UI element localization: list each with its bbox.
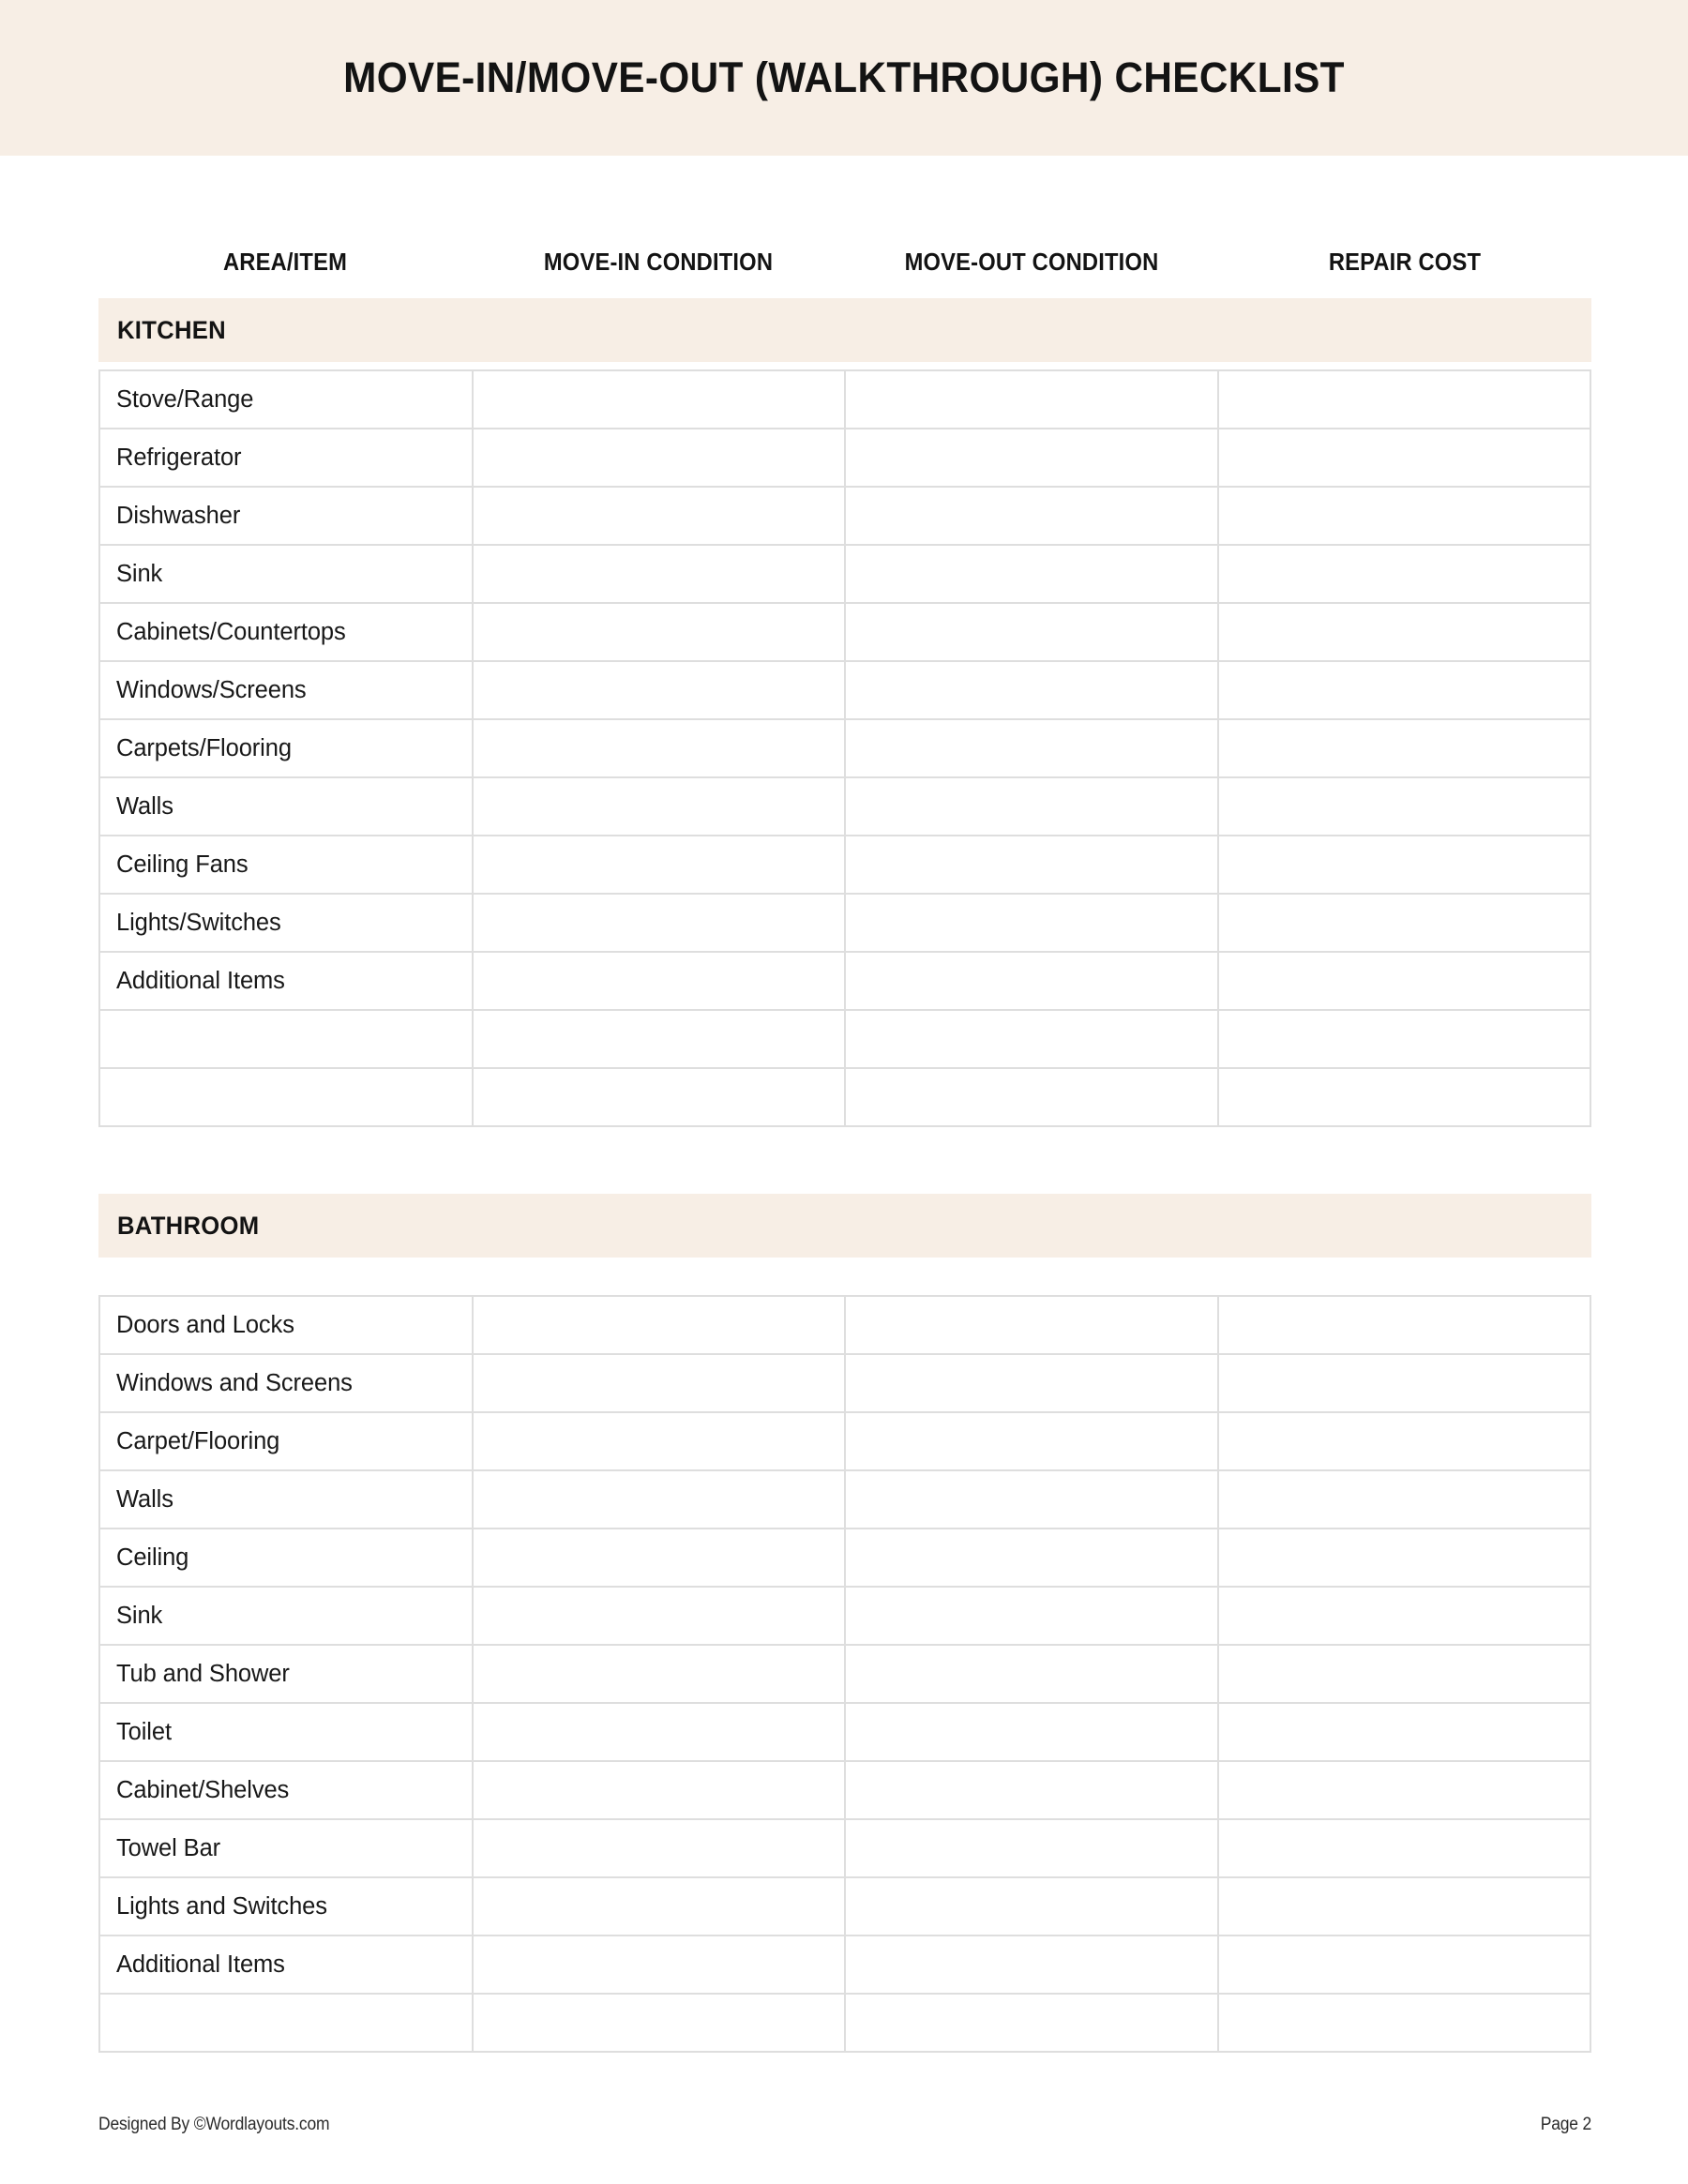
bathroom-move-out-condition-cell[interactable]: [845, 1296, 1218, 1354]
table-row: [99, 1761, 1590, 1819]
bathroom-item-cell: Carpet/Flooring: [99, 1412, 473, 1470]
table-row: [99, 661, 1590, 719]
bathroom-move-out-condition-cell[interactable]: [845, 1994, 1218, 2052]
kitchen-move-out-condition-cell[interactable]: [845, 661, 1218, 719]
kitchen-move-out-condition-cell[interactable]: [845, 1068, 1218, 1126]
bathroom-repair-cost-cell[interactable]: [1218, 1935, 1591, 1994]
kitchen-item-cell: Stove/Range: [99, 370, 473, 429]
table-row: [99, 894, 1590, 952]
section-band-kitchen: [98, 298, 1591, 362]
kitchen-repair-cost-cell[interactable]: [1218, 1010, 1591, 1068]
kitchen-move-in-condition-cell[interactable]: [473, 952, 846, 1010]
bathroom-move-in-condition-cell[interactable]: [473, 1819, 846, 1877]
bathroom-move-in-condition-cell[interactable]: [473, 1877, 846, 1935]
section-title-bathroom: BATHROOM: [117, 1212, 260, 1240]
page-footer: [98, 2106, 1591, 2144]
bathroom-move-in-condition-cell[interactable]: [473, 1587, 846, 1645]
kitchen-repair-cost-cell[interactable]: [1218, 1068, 1591, 1126]
kitchen-move-in-condition-cell[interactable]: [473, 836, 846, 894]
kitchen-move-in-condition-cell[interactable]: [473, 370, 846, 429]
kitchen-repair-cost-cell[interactable]: [1218, 429, 1591, 487]
column-header-row: [98, 239, 1591, 286]
bathroom-repair-cost-cell[interactable]: [1218, 1819, 1591, 1877]
bathroom-move-out-condition-cell[interactable]: [845, 1412, 1218, 1470]
kitchen-item-cell: Carpets/Flooring: [99, 719, 473, 777]
bathroom-item-cell: Additional Items: [99, 1935, 473, 1994]
page-title: MOVE-IN/MOVE-OUT (WALKTHROUGH) CHECKLIST: [343, 53, 1345, 101]
kitchen-item-cell: Additional Items: [99, 952, 473, 1010]
table-row: [99, 1935, 1590, 1994]
bathroom-repair-cost-cell[interactable]: [1218, 1761, 1591, 1819]
kitchen-item-cell: Ceiling Fans: [99, 836, 473, 894]
bathroom-item-cell: Sink: [99, 1587, 473, 1645]
table-row: [99, 1529, 1590, 1587]
bathroom-move-in-condition-cell[interactable]: [473, 1412, 846, 1470]
bathroom-item-cell: Toilet: [99, 1703, 473, 1761]
kitchen-move-out-condition-cell[interactable]: [845, 1010, 1218, 1068]
kitchen-move-out-condition-cell[interactable]: [845, 719, 1218, 777]
kitchen-move-in-condition-cell[interactable]: [473, 429, 846, 487]
kitchen-move-in-condition-cell[interactable]: [473, 1010, 846, 1068]
kitchen-move-out-condition-cell[interactable]: [845, 487, 1218, 545]
table-row: [99, 1703, 1590, 1761]
bathroom-move-in-condition-cell[interactable]: [473, 1994, 846, 2052]
bathroom-move-out-condition-cell[interactable]: [845, 1761, 1218, 1819]
kitchen-repair-cost-cell[interactable]: [1218, 777, 1591, 836]
bathroom-repair-cost-cell[interactable]: [1218, 1587, 1591, 1645]
table-row: [99, 777, 1590, 836]
bathroom-item-cell: Ceiling: [99, 1529, 473, 1587]
table-row: [99, 719, 1590, 777]
bathroom-repair-cost-cell[interactable]: [1218, 1296, 1591, 1354]
bathroom-move-out-condition-cell[interactable]: [845, 1470, 1218, 1529]
bathroom-item-cell: Walls: [99, 1470, 473, 1529]
table-row: [99, 429, 1590, 487]
kitchen-item-cell: Windows/Screens: [99, 661, 473, 719]
table-row: [99, 487, 1590, 545]
kitchen-repair-cost-cell[interactable]: [1218, 894, 1591, 952]
kitchen-move-in-condition-cell[interactable]: [473, 603, 846, 661]
kitchen-move-out-condition-cell[interactable]: [845, 894, 1218, 952]
kitchen-move-out-condition-cell[interactable]: [845, 952, 1218, 1010]
bathroom-move-in-condition-cell[interactable]: [473, 1296, 846, 1354]
table-row: [99, 1296, 1590, 1354]
footer-page-number: Page 2: [1540, 2115, 1591, 2134]
column-header-area-item: AREA/ITEM: [222, 249, 348, 276]
kitchen-repair-cost-cell[interactable]: [1218, 719, 1591, 777]
column-header-move-out-condition: MOVE-OUT CONDITION: [904, 249, 1159, 276]
kitchen-move-in-condition-cell[interactable]: [473, 894, 846, 952]
table-row: [99, 1010, 1590, 1068]
bathroom-repair-cost-cell[interactable]: [1218, 1412, 1591, 1470]
bathroom-item-cell: Tub and Shower: [99, 1645, 473, 1703]
kitchen-move-out-condition-cell[interactable]: [845, 429, 1218, 487]
kitchen-repair-cost-cell[interactable]: [1218, 952, 1591, 1010]
bathroom-move-out-condition-cell[interactable]: [845, 1877, 1218, 1935]
kitchen-item-cell: Sink: [99, 545, 473, 603]
bathroom-move-out-condition-cell[interactable]: [845, 1529, 1218, 1587]
kitchen-move-out-condition-cell[interactable]: [845, 603, 1218, 661]
kitchen-item-cell: [99, 1068, 473, 1126]
bathroom-move-in-condition-cell[interactable]: [473, 1761, 846, 1819]
kitchen-repair-cost-cell[interactable]: [1218, 487, 1591, 545]
bathroom-move-out-condition-cell[interactable]: [845, 1935, 1218, 1994]
bathroom-repair-cost-cell[interactable]: [1218, 1994, 1591, 2052]
kitchen-repair-cost-cell[interactable]: [1218, 370, 1591, 429]
kitchen-repair-cost-cell[interactable]: [1218, 545, 1591, 603]
bathroom-item-cell: [99, 1994, 473, 2052]
table-row: [99, 1470, 1590, 1529]
bathroom-move-in-condition-cell[interactable]: [473, 1703, 846, 1761]
kitchen-repair-cost-cell[interactable]: [1218, 603, 1591, 661]
kitchen-repair-cost-cell[interactable]: [1218, 836, 1591, 894]
table-row: [99, 1354, 1590, 1412]
bathroom-repair-cost-cell[interactable]: [1218, 1645, 1591, 1703]
table-row: [99, 1587, 1590, 1645]
bathroom-item-cell: Lights and Switches: [99, 1877, 473, 1935]
table-row: [99, 836, 1590, 894]
kitchen-item-cell: Dishwasher: [99, 487, 473, 545]
bathroom-move-in-condition-cell[interactable]: [473, 1645, 846, 1703]
kitchen-item-cell: Refrigerator: [99, 429, 473, 487]
table-row: [99, 1412, 1590, 1470]
table-row: [99, 370, 1590, 429]
bathroom-move-out-condition-cell[interactable]: [845, 1354, 1218, 1412]
kitchen-item-cell: Walls: [99, 777, 473, 836]
kitchen-move-in-condition-cell[interactable]: [473, 777, 846, 836]
column-header-move-in-condition: MOVE-IN CONDITION: [543, 249, 774, 276]
column-header-repair-cost: REPAIR COST: [1328, 249, 1482, 276]
checklist-table-kitchen: [98, 369, 1591, 1127]
table-row: [99, 1877, 1590, 1935]
kitchen-repair-cost-cell[interactable]: [1218, 661, 1591, 719]
table-row: [99, 952, 1590, 1010]
kitchen-item-cell: Lights/Switches: [99, 894, 473, 952]
bathroom-move-out-condition-cell[interactable]: [845, 1819, 1218, 1877]
bathroom-move-out-condition-cell[interactable]: [845, 1587, 1218, 1645]
table-row: [99, 1645, 1590, 1703]
bathroom-item-cell: Doors and Locks: [99, 1296, 473, 1354]
kitchen-move-out-condition-cell[interactable]: [845, 370, 1218, 429]
section-title-kitchen: KITCHEN: [117, 316, 227, 344]
table-row: [99, 603, 1590, 661]
bathroom-move-in-condition-cell[interactable]: [473, 1354, 846, 1412]
kitchen-move-in-condition-cell[interactable]: [473, 1068, 846, 1126]
table-row: [99, 1068, 1590, 1126]
bathroom-repair-cost-cell[interactable]: [1218, 1470, 1591, 1529]
bathroom-move-in-condition-cell[interactable]: [473, 1529, 846, 1587]
bathroom-move-in-condition-cell[interactable]: [473, 1935, 846, 1994]
kitchen-move-in-condition-cell[interactable]: [473, 545, 846, 603]
bathroom-repair-cost-cell[interactable]: [1218, 1529, 1591, 1587]
bathroom-item-cell: Windows and Screens: [99, 1354, 473, 1412]
bathroom-repair-cost-cell[interactable]: [1218, 1354, 1591, 1412]
table-row: [99, 1819, 1590, 1877]
bathroom-repair-cost-cell[interactable]: [1218, 1703, 1591, 1761]
table-row: [99, 545, 1590, 603]
section-band-bathroom: [98, 1194, 1591, 1258]
kitchen-move-in-condition-cell[interactable]: [473, 487, 846, 545]
bathroom-move-in-condition-cell[interactable]: [473, 1470, 846, 1529]
kitchen-item-cell: Cabinets/Countertops: [99, 603, 473, 661]
kitchen-move-in-condition-cell[interactable]: [473, 719, 846, 777]
table-row: [99, 1994, 1590, 2052]
footer-credit: Designed By ©Wordlayouts.com: [98, 2115, 330, 2134]
kitchen-move-in-condition-cell[interactable]: [473, 661, 846, 719]
kitchen-move-out-condition-cell[interactable]: [845, 777, 1218, 836]
bathroom-item-cell: Towel Bar: [99, 1819, 473, 1877]
kitchen-item-cell: [99, 1010, 473, 1068]
checklist-table-bathroom: [98, 1295, 1591, 2053]
bathroom-move-out-condition-cell[interactable]: [845, 1703, 1218, 1761]
bathroom-move-out-condition-cell[interactable]: [845, 1645, 1218, 1703]
bathroom-item-cell: Cabinet/Shelves: [99, 1761, 473, 1819]
kitchen-move-out-condition-cell[interactable]: [845, 836, 1218, 894]
kitchen-move-out-condition-cell[interactable]: [845, 545, 1218, 603]
title-banner: [0, 0, 1688, 156]
bathroom-repair-cost-cell[interactable]: [1218, 1877, 1591, 1935]
